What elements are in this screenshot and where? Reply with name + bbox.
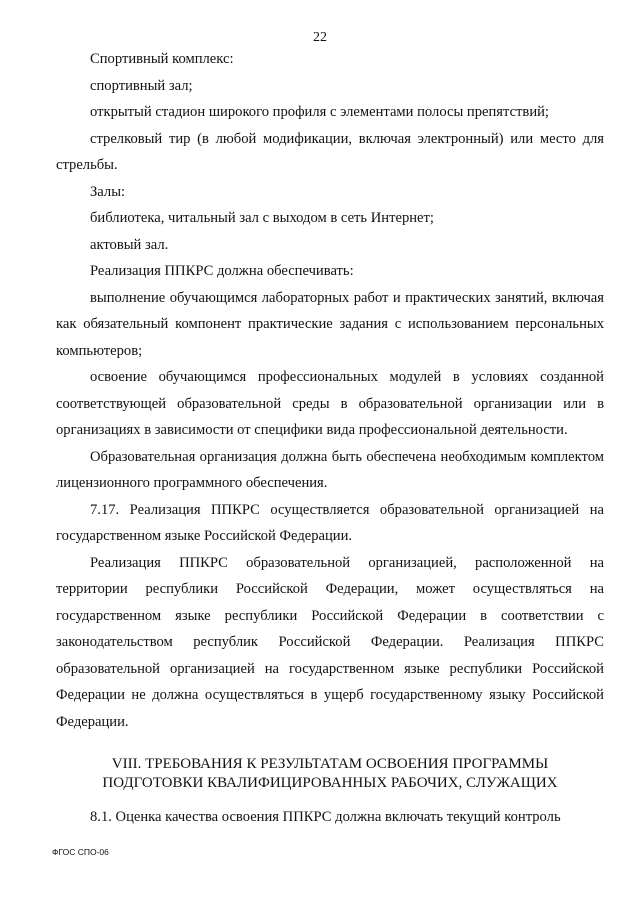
list-item-library: библиотека, читальный зал с выходом в сеть Интернет;	[90, 210, 434, 226]
paragraph-7-17: 7.17. Реализация ППКРС осуществляется образовательной организацией на государственном языке Российской Федерации.	[56, 501, 604, 544]
paragraph-software: Образовательная организация должна быть обеспечена необходимым комплектом лицензионного программного обеспечения.	[56, 448, 604, 491]
paragraph-implementation: Реализация ППКРС должна обеспечивать:	[90, 263, 354, 279]
section-heading-line2: ПОДГОТОВКИ КВАЛИФИЦИРОВАННЫХ РАБОЧИХ, СЛУЖАЩИХ	[102, 775, 558, 791]
list-item-assembly-hall: актовый зал.	[90, 236, 169, 253]
paragraph-halls: Залы:	[90, 183, 126, 200]
list-item-modules: освоение обучающимся профессиональных модулей в условиях созданной соответствующей образовательной среды в образовательной организации или в организациях в зависимости от специфики вида профессиональной деятельности.	[56, 369, 604, 438]
paragraph-sports-complex: Спортивный комплекс:	[90, 51, 234, 67]
section-heading-line1: VIII. ТРЕБОВАНИЯ К РЕЗУЛЬТАТАМ ОСВОЕНИЯ ПРОГРАММЫ	[111, 756, 549, 772]
paragraph-republic-language: Реализация ППКРС образовательной организацией, расположенной на территории республики Российской Федерации, может осуществляться на государственном языке республики Российской Федерации в соответствии с законодательством республик Российской Федерации. Реализация ППКРС образовательной организацией на государственном языке республики Российской Федерации не должна осуществляться в ущерб государственному языку Российской Федерации.	[56, 554, 604, 730]
document-body	[56, 46, 604, 831]
paragraph-8-1: 8.1. Оценка качества освоения ППКРС должна включать текущий контроль	[90, 809, 561, 825]
list-item-stadium: открытый стадион широкого профиля с элементами полосы препятствий;	[90, 104, 549, 120]
page-number: 22	[313, 30, 327, 45]
list-item-lab-work: выполнение обучающимся лабораторных работ и практических занятий, включая как обязательный компонент практические задания с использованием персональных компьютеров;	[56, 289, 604, 359]
section-heading	[56, 755, 604, 793]
list-item-shooting-range: стрелковый тир (в любой модификации, включая электронный) или место для стрельбы.	[56, 130, 604, 173]
footer-code: ФГОС СПО-06	[52, 847, 109, 857]
list-item-sports-hall: спортивный зал;	[90, 77, 193, 94]
